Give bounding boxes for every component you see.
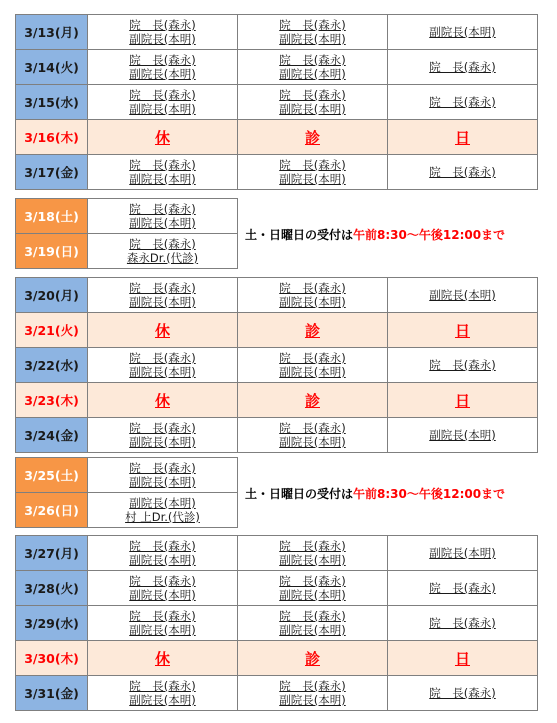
doctor-name: 副院長(本明) [279, 102, 346, 116]
morning-doctors [88, 278, 238, 313]
doctor-name: 院 長(森永) [129, 539, 196, 553]
holiday-row [16, 120, 538, 155]
doctor-name: 副院長(本明) [279, 67, 346, 81]
holiday-mark: 診 [238, 120, 388, 155]
holiday-mark: 日 [388, 383, 538, 418]
schedule-row [16, 676, 538, 711]
schedule-row [16, 571, 538, 606]
doctor-name: 副院長(本明) [429, 288, 496, 302]
afternoon-doctors [238, 15, 388, 50]
doctor-name: 院 長(森永) [279, 158, 346, 172]
schedule-row [16, 278, 538, 313]
doctor-name: 副院長(本明) [129, 216, 196, 230]
holiday-mark: 日 [388, 120, 538, 155]
doctor-name: 院 長(森永) [129, 237, 196, 251]
afternoon-doctors [238, 418, 388, 453]
note-prefix: 土・日曜日の受付は [245, 487, 354, 501]
morning-doctors [88, 676, 238, 711]
doctor-name: 副院長(本明) [129, 475, 196, 489]
schedule-row [16, 536, 538, 571]
doctor-name: 院 長(森永) [129, 18, 196, 32]
evening-doctors [388, 606, 538, 641]
weekend-doctors [88, 493, 238, 528]
doctor-name: 副院長(本明) [279, 553, 346, 567]
weekend-row [16, 493, 238, 528]
doctor-name: 副院長(本明) [279, 588, 346, 602]
week-table [15, 277, 538, 453]
doctor-name: 院 長(森永) [129, 461, 196, 475]
evening-doctors [388, 278, 538, 313]
doctor-name: 副院長(本明) [279, 172, 346, 186]
doctor-name: 院 長(森永) [129, 574, 196, 588]
schedule-row [16, 348, 538, 383]
morning-doctors [88, 571, 238, 606]
doctor-name: 院 長(森永) [129, 281, 196, 295]
afternoon-doctors [238, 278, 388, 313]
weekend-table [15, 457, 238, 528]
date-cell: 3/31(金) [16, 676, 88, 711]
week-table [15, 14, 538, 190]
afternoon-doctors [238, 606, 388, 641]
weekend-doctors [88, 199, 238, 234]
afternoon-doctors [238, 536, 388, 571]
doctor-name: 副院長(本明) [279, 365, 346, 379]
date-cell: 3/22(水) [16, 348, 88, 383]
date-cell: 3/18(土) [16, 199, 88, 234]
doctor-name: 院 長(森永) [429, 95, 496, 109]
doctor-name: 院 長(森永) [129, 88, 196, 102]
morning-doctors [88, 348, 238, 383]
doctor-name: 副院長(本明) [129, 496, 196, 510]
doctor-name: 副院長(本明) [129, 588, 196, 602]
doctor-name: 副院長(本明) [129, 295, 196, 309]
weekend-hours-note [245, 485, 505, 502]
doctor-name: 副院長(本明) [279, 693, 346, 707]
date-cell: 3/17(金) [16, 155, 88, 190]
doctor-name: 院 長(森永) [279, 679, 346, 693]
holiday-mark: 休 [88, 641, 238, 676]
date-cell: 3/14(火) [16, 50, 88, 85]
weekend-row [16, 458, 238, 493]
date-cell: 3/13(月) [16, 15, 88, 50]
note-hours: 午前8:30～午後12:00まで [353, 487, 506, 501]
doctor-name: 副院長(本明) [429, 428, 496, 442]
morning-doctors [88, 15, 238, 50]
weekend-doctors [88, 458, 238, 493]
doctor-name: 副院長(本明) [279, 295, 346, 309]
doctor-name: 副院長(本明) [129, 365, 196, 379]
holiday-row [16, 313, 538, 348]
doctor-name: 院 長(森永) [129, 158, 196, 172]
evening-doctors [388, 155, 538, 190]
doctor-name: 副院長(本明) [279, 32, 346, 46]
date-cell: 3/29(水) [16, 606, 88, 641]
doctor-name: 森永Dr.(代診) [126, 251, 199, 265]
morning-doctors [88, 606, 238, 641]
schedule-row [16, 15, 538, 50]
morning-doctors [88, 155, 238, 190]
doctor-name: 院 長(森永) [129, 421, 196, 435]
doctor-name: 副院長(本明) [279, 435, 346, 449]
doctor-name: 院 長(森永) [429, 686, 496, 700]
afternoon-doctors [238, 155, 388, 190]
doctor-name: 院 長(森永) [279, 88, 346, 102]
schedule-row [16, 50, 538, 85]
doctor-name: 院 長(森永) [279, 574, 346, 588]
holiday-row [16, 383, 538, 418]
weekend-hours-note [245, 226, 505, 243]
date-cell: 3/23(木) [16, 383, 88, 418]
doctor-name: 院 長(森永) [129, 202, 196, 216]
doctor-name: 院 長(森永) [429, 616, 496, 630]
doctor-name: 院 長(森永) [429, 60, 496, 74]
doctor-name: 院 長(森永) [129, 351, 196, 365]
evening-doctors [388, 418, 538, 453]
afternoon-doctors [238, 50, 388, 85]
doctor-name: 副院長(本明) [129, 102, 196, 116]
evening-doctors [388, 15, 538, 50]
doctor-name: 副院長(本明) [429, 25, 496, 39]
date-cell: 3/26(日) [16, 493, 88, 528]
afternoon-doctors [238, 85, 388, 120]
date-cell: 3/20(月) [16, 278, 88, 313]
weekend-table [15, 198, 238, 269]
doctor-name: 副院長(本明) [129, 623, 196, 637]
date-cell: 3/25(土) [16, 458, 88, 493]
note-hours: 午前8:30～午後12:00まで [353, 228, 506, 242]
holiday-mark: 日 [388, 641, 538, 676]
morning-doctors [88, 85, 238, 120]
doctor-name: 副院長(本明) [129, 172, 196, 186]
afternoon-doctors [238, 348, 388, 383]
doctor-name: 院 長(森永) [279, 609, 346, 623]
doctor-name: 副院長(本明) [129, 435, 196, 449]
doctor-name: 副院長(本明) [129, 553, 196, 567]
holiday-mark: 診 [238, 641, 388, 676]
date-cell: 3/16(木) [16, 120, 88, 155]
holiday-mark: 休 [88, 313, 238, 348]
weekend-doctors [88, 234, 238, 269]
evening-doctors [388, 676, 538, 711]
weekend-row [16, 199, 238, 234]
evening-doctors [388, 536, 538, 571]
schedule-row [16, 418, 538, 453]
afternoon-doctors [238, 676, 388, 711]
doctor-name: 副院長(本明) [129, 693, 196, 707]
date-cell: 3/27(月) [16, 536, 88, 571]
evening-doctors [388, 50, 538, 85]
doctor-name: 院 長(森永) [129, 53, 196, 67]
holiday-mark: 日 [388, 313, 538, 348]
doctor-name: 院 長(森永) [279, 18, 346, 32]
doctor-name: 院 長(森永) [279, 351, 346, 365]
doctor-name: 副院長(本明) [129, 67, 196, 81]
date-cell: 3/19(日) [16, 234, 88, 269]
doctor-name: 村 上Dr.(代診) [125, 510, 200, 524]
doctor-name: 副院長(本明) [279, 623, 346, 637]
doctor-name: 院 長(森永) [429, 581, 496, 595]
schedule-row [16, 606, 538, 641]
morning-doctors [88, 50, 238, 85]
evening-doctors [388, 348, 538, 383]
holiday-row [16, 641, 538, 676]
week-table [15, 535, 538, 711]
doctor-name: 院 長(森永) [279, 421, 346, 435]
morning-doctors [88, 536, 238, 571]
doctor-name: 院 長(森永) [279, 539, 346, 553]
afternoon-doctors [238, 571, 388, 606]
doctor-name: 院 長(森永) [429, 165, 496, 179]
date-cell: 3/30(木) [16, 641, 88, 676]
date-cell: 3/28(火) [16, 571, 88, 606]
doctor-name: 副院長(本明) [429, 546, 496, 560]
evening-doctors [388, 85, 538, 120]
doctor-name: 院 長(森永) [279, 53, 346, 67]
weekend-row [16, 234, 238, 269]
schedule-row [16, 155, 538, 190]
note-prefix: 土・日曜日の受付は [245, 228, 354, 242]
holiday-mark: 診 [238, 313, 388, 348]
holiday-mark: 休 [88, 383, 238, 418]
doctor-name: 院 長(森永) [129, 679, 196, 693]
holiday-mark: 休 [88, 120, 238, 155]
evening-doctors [388, 571, 538, 606]
doctor-name: 院 長(森永) [129, 609, 196, 623]
doctor-name: 副院長(本明) [129, 32, 196, 46]
schedule-row [16, 85, 538, 120]
date-cell: 3/24(金) [16, 418, 88, 453]
holiday-mark: 診 [238, 383, 388, 418]
date-cell: 3/15(水) [16, 85, 88, 120]
doctor-name: 院 長(森永) [429, 358, 496, 372]
doctor-name: 院 長(森永) [279, 281, 346, 295]
date-cell: 3/21(火) [16, 313, 88, 348]
morning-doctors [88, 418, 238, 453]
